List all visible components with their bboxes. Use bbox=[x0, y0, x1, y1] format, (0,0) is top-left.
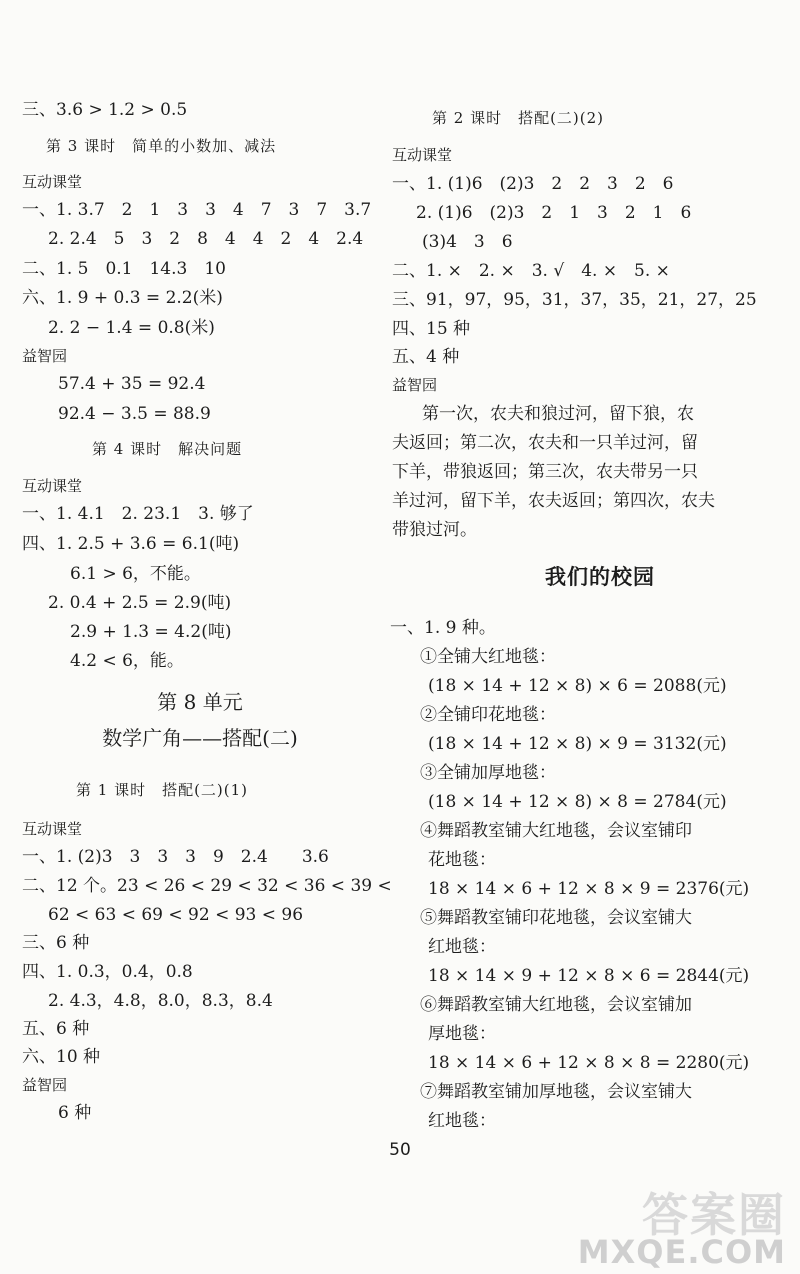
answer-line: ③全铺加厚地毯： bbox=[420, 763, 556, 783]
answer-line: 三、6 种 bbox=[22, 933, 90, 953]
section-label: 互动课堂 bbox=[22, 173, 83, 191]
paragraph-line: 带狼过河。 bbox=[392, 520, 477, 540]
unit-number: 第 8 单元 bbox=[157, 690, 243, 714]
paragraph-line: 下羊，带狼返回；第三次，农夫带另一只 bbox=[392, 462, 698, 482]
section-label: 益智园 bbox=[22, 1076, 68, 1094]
page-number: 50 bbox=[389, 1140, 411, 1160]
answer-line: 2. 4.3，4.8，8.0，8.3，8.4 bbox=[48, 991, 273, 1011]
answer-line: 62 < 63 < 69 < 92 < 93 < 96 bbox=[48, 905, 304, 925]
answer-line: ⑤舞蹈教室铺印花地毯，会议室铺大 bbox=[420, 908, 692, 928]
answer-line: (18 × 14 + 12 × 8) × 6 = 2088(元) bbox=[428, 676, 727, 696]
answer-line: 2. (1)6 (2)3 2 1 3 2 1 6 bbox=[416, 203, 692, 223]
paragraph-line: 羊过河，留下羊，农夫返回；第四次，农夫 bbox=[392, 491, 715, 511]
section-heading: 我们的校园 bbox=[545, 564, 655, 589]
answer-line: 6 种 bbox=[58, 1103, 92, 1123]
answer-line: 花地毯： bbox=[428, 850, 496, 870]
answer-line: 六、10 种 bbox=[22, 1047, 101, 1067]
answer-line: 2. 0.4 + 2.5 = 2.9(吨) bbox=[48, 593, 232, 613]
answer-line: 红地毯： bbox=[428, 1111, 496, 1131]
answer-line: 18 × 14 × 9 + 12 × 8 × 6 = 2844(元) bbox=[428, 966, 750, 986]
answer-line: 厚地毯： bbox=[428, 1024, 496, 1044]
unit-title: 数学广角——搭配(二) bbox=[102, 726, 298, 750]
section-label: 互动课堂 bbox=[392, 146, 453, 164]
answer-line: 五、6 种 bbox=[22, 1019, 90, 1039]
answer-line: 三、91，97，95，31，37，35，21，27，25 bbox=[392, 290, 757, 310]
answer-line: 一、1. (1)6 (2)3 2 2 3 2 6 bbox=[392, 174, 674, 194]
paragraph-line: 第一次，农夫和狼过河，留下狼，农 bbox=[422, 404, 694, 424]
answer-line: ②全铺印花地毯： bbox=[420, 705, 556, 725]
lesson-title: 第 4 课时 解决问题 bbox=[92, 440, 243, 458]
watermark bbox=[420, 1175, 800, 1274]
answer-line: 一、1. 4.1 2. 23.1 3. 够了 bbox=[22, 504, 254, 524]
answer-line: 2. 2.4 5 3 2 8 4 4 2 4 2.4 bbox=[48, 229, 364, 249]
answer-line: 一、1. 9 种。 bbox=[390, 618, 496, 638]
section-label: 互动课堂 bbox=[22, 477, 83, 495]
answer-line: ⑦舞蹈教室铺加厚地毯，会议室铺大 bbox=[420, 1082, 692, 1102]
answer-line: 三、3.6 > 1.2 > 0.5 bbox=[22, 100, 188, 120]
answer-line: (3)4 3 6 bbox=[422, 232, 513, 252]
answer-line: (18 × 14 + 12 × 8) × 8 = 2784(元) bbox=[428, 792, 727, 812]
answer-line: 六、1. 9 + 0.3 = 2.2(米) bbox=[22, 288, 223, 308]
answer-line: ①全铺大红地毯： bbox=[420, 647, 556, 667]
answer-line: 2. 2 − 1.4 = 0.8(米) bbox=[48, 318, 215, 338]
answer-line: 92.4 − 3.5 = 88.9 bbox=[58, 404, 211, 424]
paragraph-line: 夫返回；第二次，农夫和一只羊过河，留 bbox=[392, 433, 698, 453]
answer-line: 二、12 个。23 < 26 < 29 < 32 < 36 < 39 < bbox=[22, 876, 392, 896]
answer-line: 6.1 > 6，不能。 bbox=[70, 564, 201, 584]
answer-line: ④舞蹈教室铺大红地毯，会议室铺印 bbox=[420, 821, 692, 841]
answer-line: ⑥舞蹈教室铺大红地毯，会议室铺加 bbox=[420, 995, 692, 1015]
section-label: 益智园 bbox=[392, 376, 438, 394]
watermark-url: MXQE.COM bbox=[577, 1233, 786, 1271]
answer-line: 五、4 种 bbox=[392, 347, 460, 367]
answer-line: 一、1. 3.7 2 1 3 3 4 7 3 7 3.7 bbox=[22, 200, 372, 220]
section-label: 益智园 bbox=[22, 347, 68, 365]
lesson-title: 第 1 课时 搭配(二)(1) bbox=[76, 781, 249, 799]
answer-line: 四、1. 2.5 + 3.6 = 6.1(吨) bbox=[22, 534, 240, 554]
answer-line: 一、1. (2)3 3 3 3 9 2.4 3.6 bbox=[22, 847, 329, 867]
answer-line: 4.2 < 6，能。 bbox=[70, 651, 184, 671]
answer-line: 红地毯： bbox=[428, 937, 496, 957]
answer-line: 18 × 14 × 6 + 12 × 8 × 8 = 2280(元) bbox=[428, 1053, 750, 1073]
lesson-title: 第 3 课时 简单的小数加、减法 bbox=[46, 137, 277, 155]
lesson-title: 第 2 课时 搭配(二)(2) bbox=[432, 109, 605, 127]
answer-line: 2.9 + 1.3 = 4.2(吨) bbox=[70, 622, 232, 642]
watermark-logo-text: 答案圈 bbox=[642, 1188, 786, 1242]
answer-line: 18 × 14 × 6 + 12 × 8 × 9 = 2376(元) bbox=[428, 879, 750, 899]
section-label: 互动课堂 bbox=[22, 820, 83, 838]
answer-line: 57.4 + 35 = 92.4 bbox=[58, 374, 206, 394]
answer-line: 二、1. 5 0.1 14.3 10 bbox=[22, 259, 226, 279]
answer-line: 四、1. 0.3，0.4，0.8 bbox=[22, 962, 193, 982]
answer-line: 四、15 种 bbox=[392, 319, 471, 339]
answer-line: 二、1. × 2. × 3. √ 4. × 5. × bbox=[392, 261, 670, 281]
answer-line: (18 × 14 + 12 × 8) × 9 = 3132(元) bbox=[428, 734, 727, 754]
